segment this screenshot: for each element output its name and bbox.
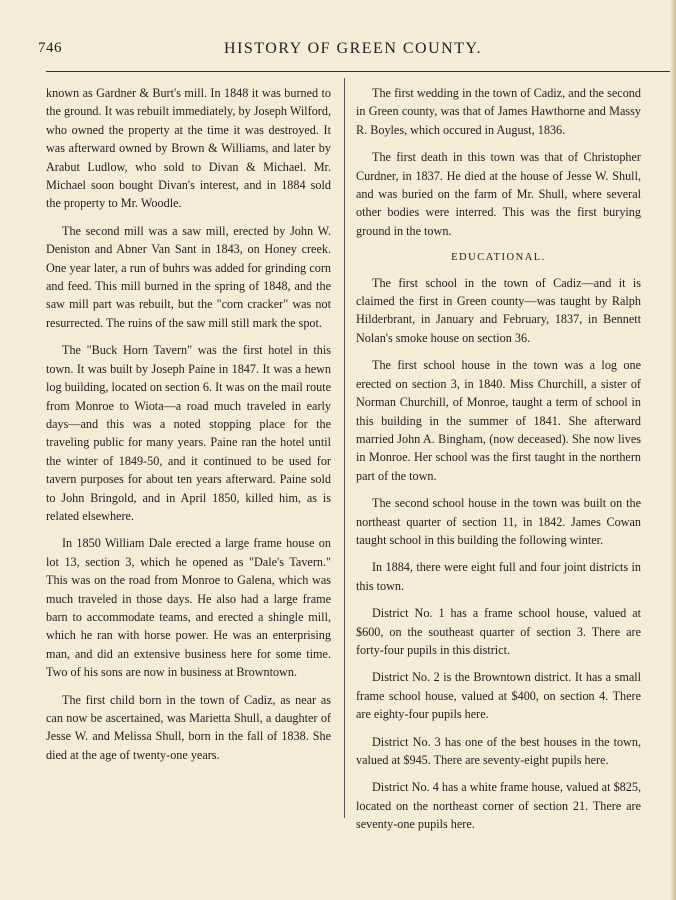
paragraph: The first wedding in the town of Cadiz, and the second in Green county, was that of James Hawthorne and Massy R. Boyles, which occured in August, 1836. — [356, 86, 641, 137]
column-divider — [344, 78, 345, 818]
paragraph: In 1850 William Dale erected a large frame house on lot 13, section 3, which he opened as "Dale's Tavern." This was on the road from Monroe to Galena, which was much traveled in those days. He also had a large frame barn to accommodate teams, and erected a shingle mill, which he ran with horse power. He was an enterprising man, and did an extensive business here for some time. Two of his sons are now in business at Browntown. — [46, 536, 331, 680]
paragraph: known as Gardner & Burt's mill. In 1848 it was burned to the ground. It was rebuilt immediately, by Joseph Wilford, who owned the property at the time it was destroyed. It was afterward owned by Brown & Williams, and later by Arabut Ludlow, who sold to Divan & Michael. Mr. Michael soon bought Divan's interest, and in 1884 sold the property to Mr. Woodle. — [46, 86, 331, 211]
section-heading-educational: EDUCATIONAL. — [451, 252, 546, 264]
paragraph: The first death in this town was that of Christopher Curdner, in 1837. He died at the house of Jesse W. Shull, and was buried on the farm of Mr. Shull, where several other bodies were interred. This was the first burying ground in the town. — [356, 150, 641, 238]
paragraph: District No. 1 has a frame school house, valued at $600, on the southeast quarter of section 3. There are forty-four pupils in this district. — [356, 606, 641, 657]
header-rule — [46, 71, 670, 72]
right-column — [356, 84, 641, 843]
paragraph: The second school house in the town was built on the northeast quarter of section 11, in 1842. James Cowan taught school in this building the following winter. — [356, 496, 641, 547]
paragraph: The first school house in the town was a log one erected on section 3, in 1840. Miss Churchill, a sister of Norman Churchill, of Monroe, taught a term of school in this building in the summer of 1841. She afterward married John A. Bingham, (now deceased). She now lives in Monroe. Her school was the first taught in the northern part of the town. — [356, 358, 641, 483]
paragraph: District No. 2 is the Browntown district. It has a small frame school house, valued at $400, on section 4. There are eighty-four pupils here. — [356, 670, 641, 722]
page-edge-shadow — [670, 0, 676, 900]
paragraph: The second mill was a saw mill, erected by John W. Deniston and Abner Van Sant in 1843, on Honey creek. One year later, a run of buhrs was added for grinding corn and feed. This mill burned in the spring of 1848, and the saw mill part was rebuilt, but the "corn cracker" was not resurrected. The ruins of the saw mill still mark the spot. — [46, 223, 331, 330]
paragraph: District No. 3 has one of the best houses in the town, valued at $945. There are seventy-eight pupils here. — [356, 734, 641, 767]
paragraph: The "Buck Horn Tavern" was the first hotel in this town. It was built by Joseph Paine in 1847. It was a hewn log building, located on section 6. It was on the mail route from Monroe to Wiota—a road much traveled in early days—and this was a noted stopping place for the traveling public for many years. Paine ran the hotel until the winter of 1849-50, and it continued to be used for tavern purposes for about ten years afterward. Paine sold to John Bringold, and in April 1850, killed him, as is related elsewhere. — [46, 343, 331, 523]
page-number: 746 — [38, 40, 62, 56]
running-head: HISTORY OF GREEN COUNTY. — [224, 40, 482, 57]
paragraph: The first school in the town of Cadiz—and it is claimed the first in Green county—was taught by Ralph Hilderbrant, in January and February, 1837, in Bennett Nolan's smoke house on section 36. — [356, 275, 641, 345]
paragraph: The first child born in the town of Cadiz, as near as can now be ascertained, was Marietta Shull, a daughter of Jesse W. and Melissa Shull, born in the fall of 1838. She died at the age of twenty-one years. — [46, 692, 331, 762]
page-header — [38, 38, 638, 62]
paragraph: District No. 4 has a white frame house, valued at $825, located on the northeast corner of section 21. There are seventy-one pupils here. — [356, 780, 641, 832]
paragraph: In 1884, there were eight full and four joint districts in this town. — [356, 560, 641, 593]
left-column — [46, 84, 331, 773]
